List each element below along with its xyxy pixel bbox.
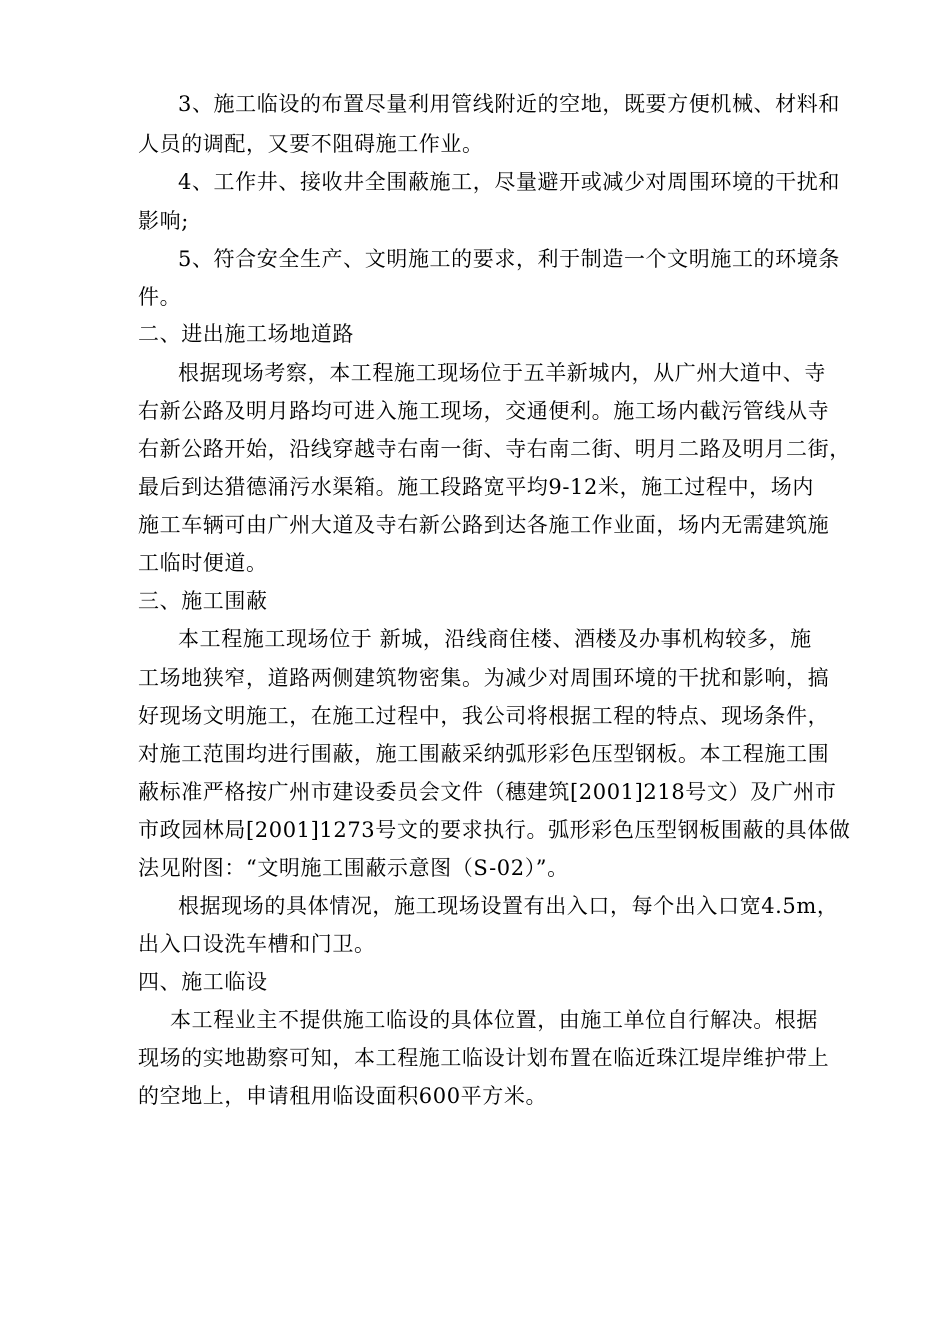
section-heading: 四、施工临设: [138, 970, 268, 994]
paragraph-line: 蔽标准严格按广州市建设委员会文件（穗建筑[2001]218号文）及广州市: [138, 780, 837, 804]
paragraph-line: 工临时便道。: [138, 551, 268, 575]
section-heading: 三、施工围蔽: [138, 589, 268, 613]
paragraph-line: 根据现场考察，本工程施工现场位于五羊新城内，从广州大道中、寺: [178, 361, 826, 385]
paragraph-line: 影响;: [138, 209, 189, 233]
paragraph-line: 施工车辆可由广州大道及寺右新公路到达各施工作业面，场内无需建筑施: [138, 513, 830, 537]
paragraph-line: 3、施工临设的布置尽量利用管线附近的空地，既要方便机械、材料和: [178, 92, 840, 116]
paragraph-line: 现场的实地勘察可知，本工程施工临设计划布置在临近珠江堤岸维护带上: [138, 1046, 830, 1070]
paragraph-line: 市政园林局[2001]1273号文的要求执行。弧形彩色压型钢板围蔽的具体做: [138, 818, 851, 842]
paragraph-line: 工场地狭窄，道路两侧建筑物密集。为减少对周围环境的干扰和影响，搞: [138, 666, 830, 690]
paragraph-line: 法见附图：“文明施工围蔽示意图（S-02）”。: [138, 856, 569, 880]
section-heading: 二、进出施工场地道路: [138, 322, 354, 346]
paragraph-line: 的空地上，申请租用临设面积600平方米。: [138, 1084, 548, 1108]
paragraph-line: 最后到达猎德涌污水渠箱。施工段路宽平均9-12米，施工过程中，场内: [138, 475, 814, 499]
paragraph-line: 右新公路开始，沿线穿越寺右南一街、寺右南二街、明月二路及明月二街，: [138, 437, 851, 461]
paragraph-line: 5、符合安全生产、文明施工的要求，利于制造一个文明施工的环境条: [178, 247, 840, 271]
paragraph-line: 件。: [138, 285, 182, 309]
paragraph-line: 出入口设洗车槽和门卫。: [138, 932, 376, 956]
paragraph-line: 对施工范围均进行围蔽，施工围蔽采纳弧形彩色压型钢板。本工程施工围: [138, 742, 830, 766]
paragraph-line: 4、工作井、接收井全围蔽施工，尽量避开或减少对周围环境的干扰和: [178, 170, 840, 194]
paragraph-line: 根据现场的具体情况，施工现场设置有出入口，每个出入口宽4.5m，: [178, 894, 839, 918]
paragraph-line: 人员的调配，又要不阻碍施工作业。: [138, 132, 484, 156]
paragraph-line: 本工程业主不提供施工临设的具体位置，由施工单位自行解决。根据: [170, 1008, 818, 1032]
paragraph-line: 右新公路及明月路均可进入施工现场，交通便利。施工场内截污管线从寺: [138, 399, 830, 423]
paragraph-line: 好现场文明施工，在施工过程中，我公司将根据工程的特点、现场条件，: [138, 704, 830, 728]
paragraph-line: 本工程施工现场位于 新城，沿线商住楼、酒楼及办事机构较多，施: [178, 627, 812, 651]
